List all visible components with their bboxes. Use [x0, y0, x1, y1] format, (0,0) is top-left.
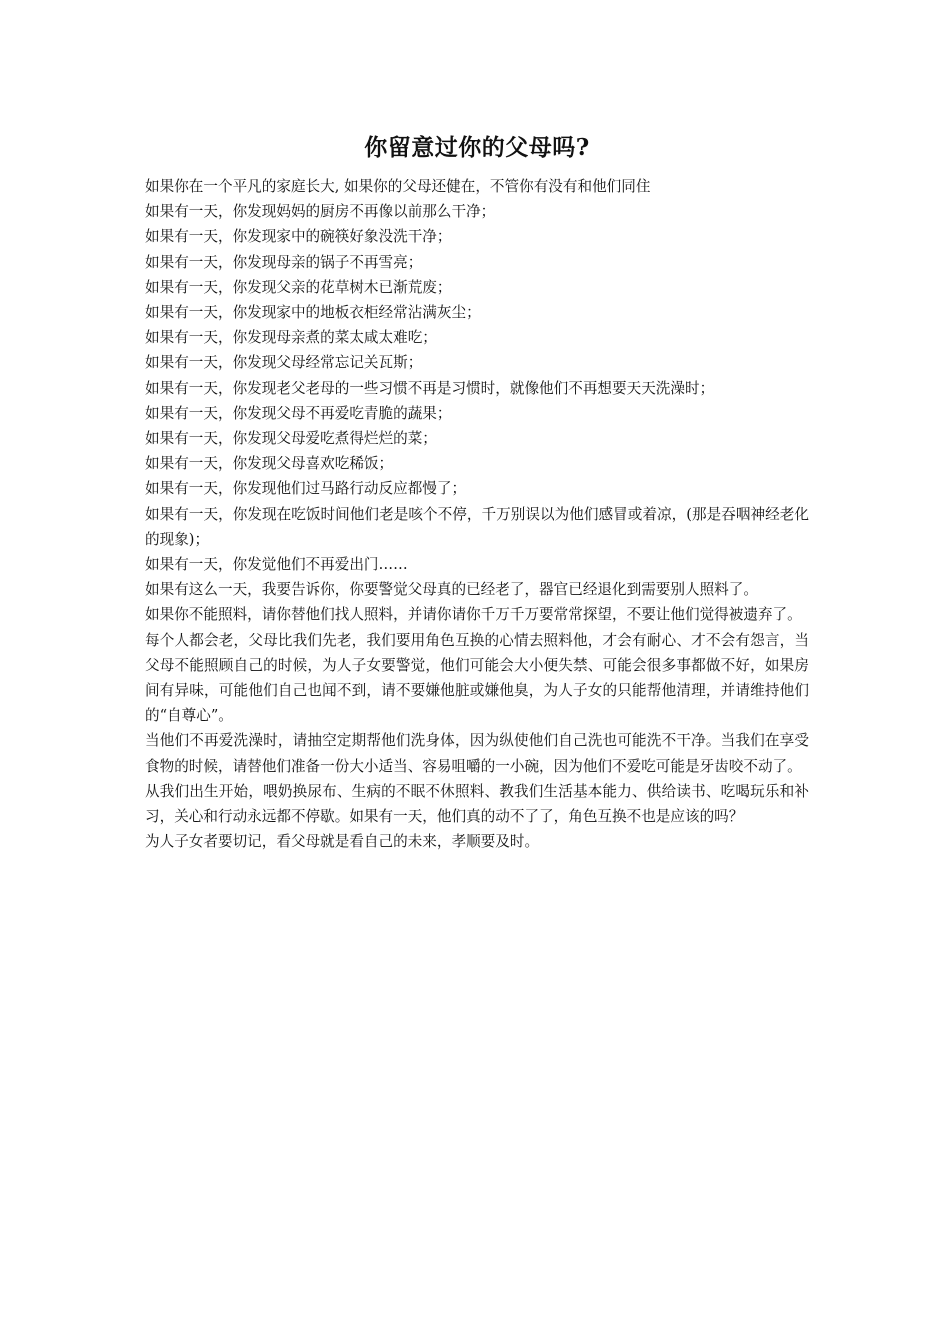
paragraph: 如果有一天，你发现父母不再爱吃青脆的蔬果；	[145, 404, 452, 422]
document-body	[145, 174, 809, 854]
paragraph: 如果有一天，你发觉他们不再爱出门……	[145, 556, 408, 574]
paragraph: 每个人都会老，父母比我们先老，我们要用角色互换的心情去照料他，才会有耐心、才不会有怨言，当父母不能照顾自己的时候，为人子女要警觉，他们可能会大小便失禁、可能会很多事都做不好，如果房间有异味，可能他们自己也闻不到，请不要嫌他脏或嫌他臭，为人子女的只能帮他清理，并请维持他们的“自尊心”。	[145, 631, 809, 725]
paragraph: 如果有一天，你发现父母喜欢吃稀饭；	[145, 455, 394, 473]
paragraph: 如果你不能照料，请你替他们找人照料，并请你请你千万千万要常常探望，不要让他们觉得被遗弃了。	[145, 606, 802, 624]
paragraph: 如果有一天，你发现母亲的锅子不再雪亮；	[145, 253, 423, 271]
paragraph: 如果有一天，你发现父亲的花草树木已渐荒废；	[145, 278, 452, 296]
paragraph: 如果有一天，你发现老父老母的一些习惯不再是习惯时，就像他们不再想要天天洗澡时；	[145, 379, 715, 397]
paragraph: 从我们出生开始，喂奶换尿布、生病的不眠不休照料、教我们生活基本能力、供给读书、吃喝玩乐和补习，关心和行动永远都不停歇。如果有一天，他们真的动不了了，角色互换不也是应该的吗？	[145, 782, 809, 826]
paragraph: 当他们不再爱洗澡时，请抽空定期帮他们洗身体，因为纵使他们自己洗也可能洗不干净。当我们在享受食物的时候，请替他们准备一份大小适当、容易咀嚼的一小碗，因为他们不爱吃可能是牙齿咬不动了。	[145, 732, 809, 775]
paragraph: 如果你在一个平凡的家庭长大, 如果你的父母还健在，不管你有没有和他们同住	[145, 178, 651, 195]
paragraph: 如果有一天，你发现妈妈的厨房不再像以前那么干净；	[145, 203, 496, 221]
paragraph: 如果有一天，你发现母亲煮的菜太咸太难吃；	[145, 329, 437, 347]
paragraph: 如果有一天，你发现父母经常忘记关瓦斯；	[145, 354, 423, 372]
paragraph: 如果有这么一天，我要告诉你，你要警觉父母真的已经老了，器官已经退化到需要别人照料了。	[145, 581, 758, 599]
paragraph: 如果有一天，你发现他们过马路行动反应都慢了；	[145, 480, 467, 498]
paragraph: 如果有一天，你发现父母爱吃煮得烂烂的菜；	[145, 430, 437, 448]
paragraph: 如果有一天，你发现家中的碗筷好象没洗干净；	[145, 228, 452, 246]
paragraph: 如果有一天，你发现家中的地板衣柜经常沾满灰尘；	[145, 304, 481, 322]
document-page	[145, 128, 809, 854]
paragraph: 如果有一天，你发现在吃饭时间他们老是咳个不停，千万别误以为他们感冒或着凉，(那是吞咽神经老化的现象)；	[145, 505, 809, 548]
document-title: 你留意过你的父母吗?	[364, 134, 590, 161]
paragraph: 为人子女者要切记，看父母就是看自己的未来，孝顺要及时。	[145, 833, 540, 851]
